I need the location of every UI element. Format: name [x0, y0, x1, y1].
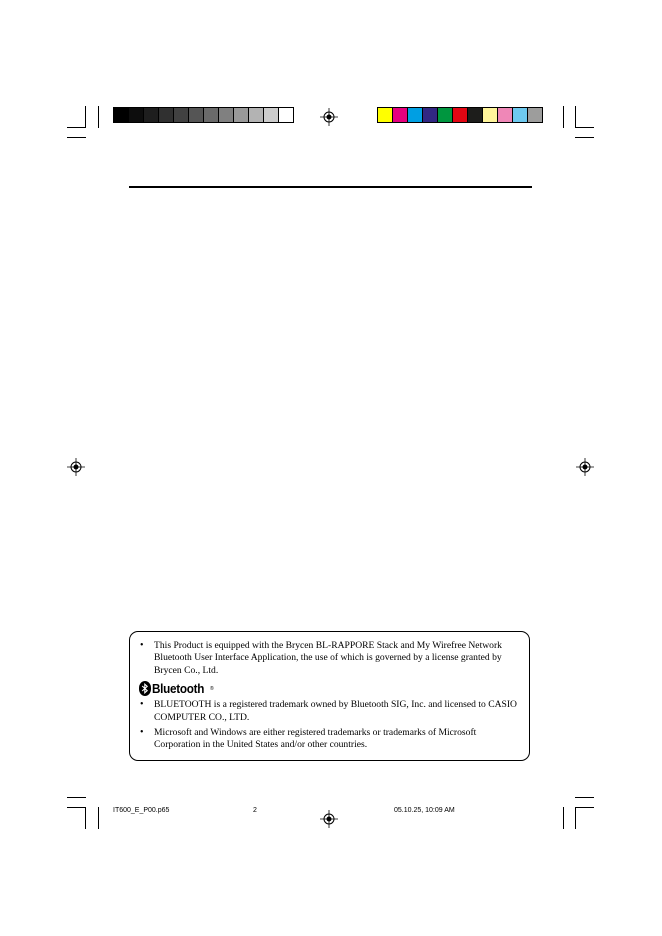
registration-mark-icon: [576, 458, 594, 476]
color-swatch: [407, 107, 423, 123]
crop-mark: [575, 106, 576, 128]
color-swatch: [173, 107, 189, 123]
notice-item-text: BLUETOOTH is a registered trademark owned by Bluetooth SIG, Inc. and licensed to CASIO COMPUTER CO., LTD.: [154, 699, 517, 723]
notice-item-text: This Product is equipped with the Brycen BL-RAPPORE Stack and My Wirefree Network Bluetooth User Interface Application, the use of which is governed by a license granted by Brycen Co., Ltd.: [154, 640, 502, 676]
notice-item: [138, 699, 521, 724]
crop-mark: [67, 797, 86, 798]
bullet: •: [140, 699, 144, 711]
color-swatch: [497, 107, 513, 123]
color-swatch: [143, 107, 159, 123]
color-swatch: [452, 107, 468, 123]
crop-mark: [563, 106, 564, 128]
color-swatch: [188, 107, 204, 123]
color-swatch: [158, 107, 174, 123]
crop-mark: [575, 807, 594, 808]
color-swatch: [278, 107, 294, 123]
bluetooth-logo: [139, 680, 521, 697]
trademark-notice-box: [129, 631, 530, 761]
color-swatch: [263, 107, 279, 123]
crop-mark: [575, 127, 594, 128]
trademark-symbol: ®: [209, 685, 214, 692]
bluetooth-rune-icon: [139, 681, 151, 696]
notice-item: [138, 640, 521, 677]
notice-item-text: Microsoft and Windows are either registered trademarks or trademarks of Microsoft Corporation in the United States and/or other countries.: [154, 727, 477, 751]
color-swatch: [218, 107, 234, 123]
notice-item: [138, 727, 521, 752]
crop-mark: [575, 137, 594, 138]
registration-mark-icon: [67, 458, 85, 476]
grayscale-color-bar: [113, 107, 293, 122]
crop-mark: [67, 807, 86, 808]
bullet: •: [140, 727, 144, 739]
color-swatch: [377, 107, 393, 123]
crop-mark: [575, 807, 576, 829]
crop-mark: [85, 106, 86, 128]
color-swatch: [203, 107, 219, 123]
color-swatch: [467, 107, 483, 123]
color-swatch: [233, 107, 249, 123]
color-swatch: [437, 107, 453, 123]
color-swatch: [422, 107, 438, 123]
crop-mark: [98, 106, 99, 128]
crop-mark: [563, 807, 564, 829]
bullet: •: [140, 640, 144, 651]
color-swatch: [482, 107, 498, 123]
process-color-bar: [377, 107, 542, 122]
header-rule: [129, 186, 532, 188]
bluetooth-wordmark: Bluetooth: [152, 681, 205, 697]
color-swatch: [392, 107, 408, 123]
color-swatch: [527, 107, 543, 123]
footer-filename: IT600_E_P00.p65: [113, 807, 170, 814]
color-swatch: [113, 107, 129, 123]
color-swatch: [128, 107, 144, 123]
crop-mark: [67, 137, 86, 138]
crop-mark: [98, 807, 99, 829]
footer-timestamp: 05.10.25, 10:09 AM: [394, 807, 455, 814]
registration-mark-icon: [320, 108, 338, 126]
color-swatch: [248, 107, 264, 123]
color-swatch: [512, 107, 528, 123]
crop-mark: [85, 807, 86, 829]
registration-mark-icon: [320, 810, 338, 828]
footer-page-number: 2: [253, 807, 257, 814]
crop-mark: [67, 127, 86, 128]
crop-mark: [575, 797, 594, 798]
